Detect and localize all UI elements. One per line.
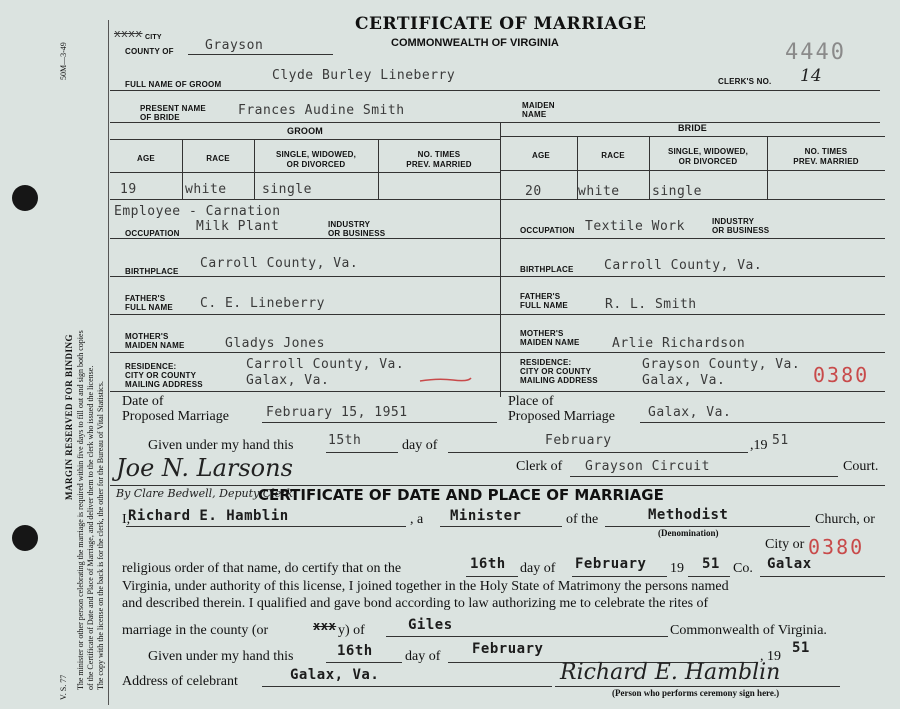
certificate-subtitle: COMMONWEALTH OF VIRGINIA <box>391 37 559 49</box>
cert-county-struck: xxx <box>313 619 337 633</box>
groom-father-label: FATHER'S <box>125 294 166 303</box>
groom-age: 19 <box>120 182 137 197</box>
stamp-number: 4440 <box>785 40 846 65</box>
bride-occupation-label: OCCUPATION <box>520 226 575 235</box>
groom-industry-label-2: OR BUSINESS <box>328 229 386 238</box>
cert-line-4: and described therein. I qualified and gave bond according to law authorizing me to celebrate the rites of <box>122 596 709 611</box>
cert-of-the: of the <box>566 512 599 527</box>
groom-age-header: AGE <box>137 154 155 163</box>
groom-father-label-2: FULL NAME <box>125 303 173 312</box>
groom-residence-label: RESIDENCE: <box>125 362 177 371</box>
form-code-top: 50M—3-49 <box>59 42 68 80</box>
proposed-place: Galax, Va. <box>648 405 732 420</box>
given-day: 15th <box>328 433 362 448</box>
groom-times-header: NO. TIMES <box>417 150 461 159</box>
celebrant-name: Richard E. Hamblin <box>128 508 289 524</box>
form-code-bottom: V. S. 77 <box>59 674 68 700</box>
marriage-year: 51 <box>702 556 720 572</box>
bride-birthplace-label: BIRTHPLACE <box>520 265 574 274</box>
cert-line-3: Virginia, under authority of this license, I joined together in the Holy State of Matrimony the persons named <box>122 579 729 594</box>
margin-instruction-3: The copy with the license on the back is for the clerk, the other for the Bureau of Vital Statistics. <box>96 381 105 690</box>
bride-father: R. L. Smith <box>605 297 697 312</box>
date-label-1: Date of <box>122 394 164 409</box>
punch-hole-top <box>12 185 38 211</box>
cert-co: Co. <box>733 561 753 576</box>
groom-mother-label-2: MAIDEN NAME <box>125 341 185 350</box>
groom-birthplace-label: BIRTHPLACE <box>125 267 179 276</box>
court-label: Court. <box>843 459 879 474</box>
proposed-date: February 15, 1951 <box>266 405 408 420</box>
clerk-signature: Joe N. Larsons <box>116 454 293 482</box>
marriage-day: 16th <box>470 556 506 572</box>
struck-city: xxxx <box>114 27 143 40</box>
certificate-title: CERTIFICATE OF MARRIAGE <box>355 14 647 34</box>
groom-mailing-address: Galax, Va. <box>246 373 330 388</box>
cert-a: , a <box>410 512 424 527</box>
bride-status: single <box>652 184 702 199</box>
county-value: Grayson <box>205 38 264 53</box>
cert-given-year-prefix: , 19 <box>760 649 781 664</box>
given-year: 51 <box>772 433 789 448</box>
groom-birthplace: Carroll County, Va. <box>200 256 359 271</box>
groom-race: white <box>185 182 227 197</box>
cert-day-of: day of <box>520 561 556 576</box>
celebrant-role: Minister <box>450 508 522 524</box>
red-stamp-number-2: 0380 <box>808 535 865 559</box>
red-pencil-mark <box>418 375 473 385</box>
groom-section-header: GROOM <box>287 126 323 136</box>
bride-section-header: BRIDE <box>677 123 707 133</box>
marriage-county: Giles <box>408 617 453 633</box>
marriage-month: February <box>575 556 647 572</box>
margin-reserved-label: MARGIN RESERVED FOR BINDING <box>64 334 74 500</box>
bride-residence: Grayson County, Va. <box>642 357 801 372</box>
bride-status-header: SINGLE, WIDOWED, <box>667 147 749 156</box>
bride-residence-label-2: CITY OR COUNTY <box>520 367 592 376</box>
city-or-label: City or <box>765 537 805 552</box>
present-name-label-2: OF BRIDE <box>140 113 180 122</box>
bride-residence-label-3: MAILING ADDRESS <box>520 376 598 385</box>
given-text-1: Given under my hand this <box>148 438 294 453</box>
cert-i: I, <box>122 512 131 527</box>
cert-given-day: 16th <box>337 643 373 659</box>
bride-present-name: Frances Audine Smith <box>238 103 405 118</box>
sign-here-label: (Person who performs ceremony sign here.) <box>612 688 780 698</box>
present-name-label: PRESENT NAME <box>140 104 206 113</box>
groom-status-header-2: OR DIVORCED <box>286 160 346 169</box>
bride-mother-label: MOTHER'S <box>520 329 564 338</box>
bride-age-header: AGE <box>532 151 550 160</box>
cert-given-month: February <box>472 641 544 657</box>
bride-industry-label: INDUSTRY <box>712 217 755 226</box>
groom-residence: Carroll County, Va. <box>246 357 405 372</box>
groom-occupation-line2: Milk Plant <box>196 219 280 234</box>
maiden-name-label: MAIDEN <box>522 101 555 110</box>
cert-given-2: day of <box>405 649 441 664</box>
punch-hole-bottom <box>12 525 38 551</box>
bride-birthplace: Carroll County, Va. <box>604 258 763 273</box>
groom-residence-label-2: CITY OR COUNTY <box>125 371 197 380</box>
bride-mailing-address: Galax, Va. <box>642 373 726 388</box>
bride-residence-label: RESIDENCE: <box>520 358 572 367</box>
clerks-no-value: 14 <box>800 66 822 86</box>
deputy-signature: By Clare Bedwell, Deputy Clerk <box>116 487 294 500</box>
place-label-2: Proposed Marriage <box>508 409 615 424</box>
bride-times-header: NO. TIMES <box>804 147 848 156</box>
groom-residence-label-3: MAILING ADDRESS <box>125 380 203 389</box>
date-label-2: Proposed Marriage <box>122 409 229 424</box>
cert-given-1: Given under my hand this <box>148 649 294 664</box>
groom-times-header-2: PREV. MARRIED <box>406 160 472 169</box>
bride-father-label: FATHER'S <box>520 292 561 301</box>
address-label: Address of celebrant <box>122 674 238 689</box>
groom-father: C. E. Lineberry <box>200 296 325 311</box>
certificate-date-place-title: CERTIFICATE OF DATE AND PLACE OF MARRIAGE <box>258 486 664 504</box>
given-text-2: day of <box>402 438 438 453</box>
marriage-city: Galax <box>767 556 812 572</box>
bride-status-header-2: OR DIVORCED <box>678 157 738 166</box>
city-label: CITY <box>145 34 162 41</box>
groom-full-name-label: FULL NAME OF GROOM <box>125 80 222 89</box>
groom-mother-label: MOTHER'S <box>125 332 169 341</box>
margin-instruction-1: The minister or other person celebrating the marriage is required within five days to fill out and sign both copies <box>76 330 85 690</box>
bride-occupation: Textile Work <box>585 219 685 234</box>
groom-mother: Gladys Jones <box>225 336 325 351</box>
margin-instruction-2: of the Certificate of Date and Place of Marriage, and deliver them to the clerk who issued the license. <box>86 365 95 690</box>
cert-commonwealth: Commonwealth of Virginia. <box>670 623 827 638</box>
groom-status: single <box>262 182 312 197</box>
bride-father-label-2: FULL NAME <box>520 301 568 310</box>
bride-industry-label-2: OR BUSINESS <box>712 226 770 235</box>
cert-year-prefix: 19 <box>670 561 684 576</box>
clerk-of-label: Clerk of <box>516 459 563 474</box>
cert-religious-order: religious order of that name, do certify that on the <box>122 561 402 576</box>
groom-race-header: RACE <box>206 154 230 163</box>
bride-race: white <box>578 184 620 199</box>
bride-age: 20 <box>525 184 542 199</box>
red-stamp-number-1: 0380 <box>813 363 870 387</box>
groom-occupation-label: OCCUPATION <box>125 229 180 238</box>
bride-race-header: RACE <box>601 151 625 160</box>
groom-status-header: SINGLE, WIDOWED, <box>275 150 357 159</box>
groom-industry-label: INDUSTRY <box>328 220 371 229</box>
court-name: Grayson Circuit <box>585 459 710 474</box>
place-label-1: Place of <box>508 394 554 409</box>
bride-mother-label-2: MAIDEN NAME <box>520 338 580 347</box>
bride-times-header-2: PREV. MARRIED <box>793 157 859 166</box>
given-month: February <box>545 433 612 448</box>
denomination: Methodist <box>648 507 729 523</box>
cert-church-or: Church, or <box>815 512 875 527</box>
maiden-name-label-2: NAME <box>522 110 547 119</box>
clerks-no-label: CLERK'S NO. <box>718 77 772 86</box>
groom-occupation-line1: Employee - Carnation <box>114 204 281 219</box>
celebrant-signature: Richard E. Hamblin <box>560 660 781 685</box>
cert-given-year: 51 <box>792 640 810 656</box>
denomination-label: (Denomination) <box>658 528 719 538</box>
bride-mother: Arlie Richardson <box>612 336 746 351</box>
county-label: COUNTY OF <box>125 47 174 56</box>
binding-margin-line <box>108 20 109 705</box>
cert-county-2: y) of <box>338 623 365 638</box>
given-year-prefix: ,19 <box>750 438 768 453</box>
celebrant-address: Galax, Va. <box>290 667 380 683</box>
cert-county-1: marriage in the county (or <box>122 623 269 638</box>
groom-full-name: Clyde Burley Lineberry <box>272 68 456 83</box>
